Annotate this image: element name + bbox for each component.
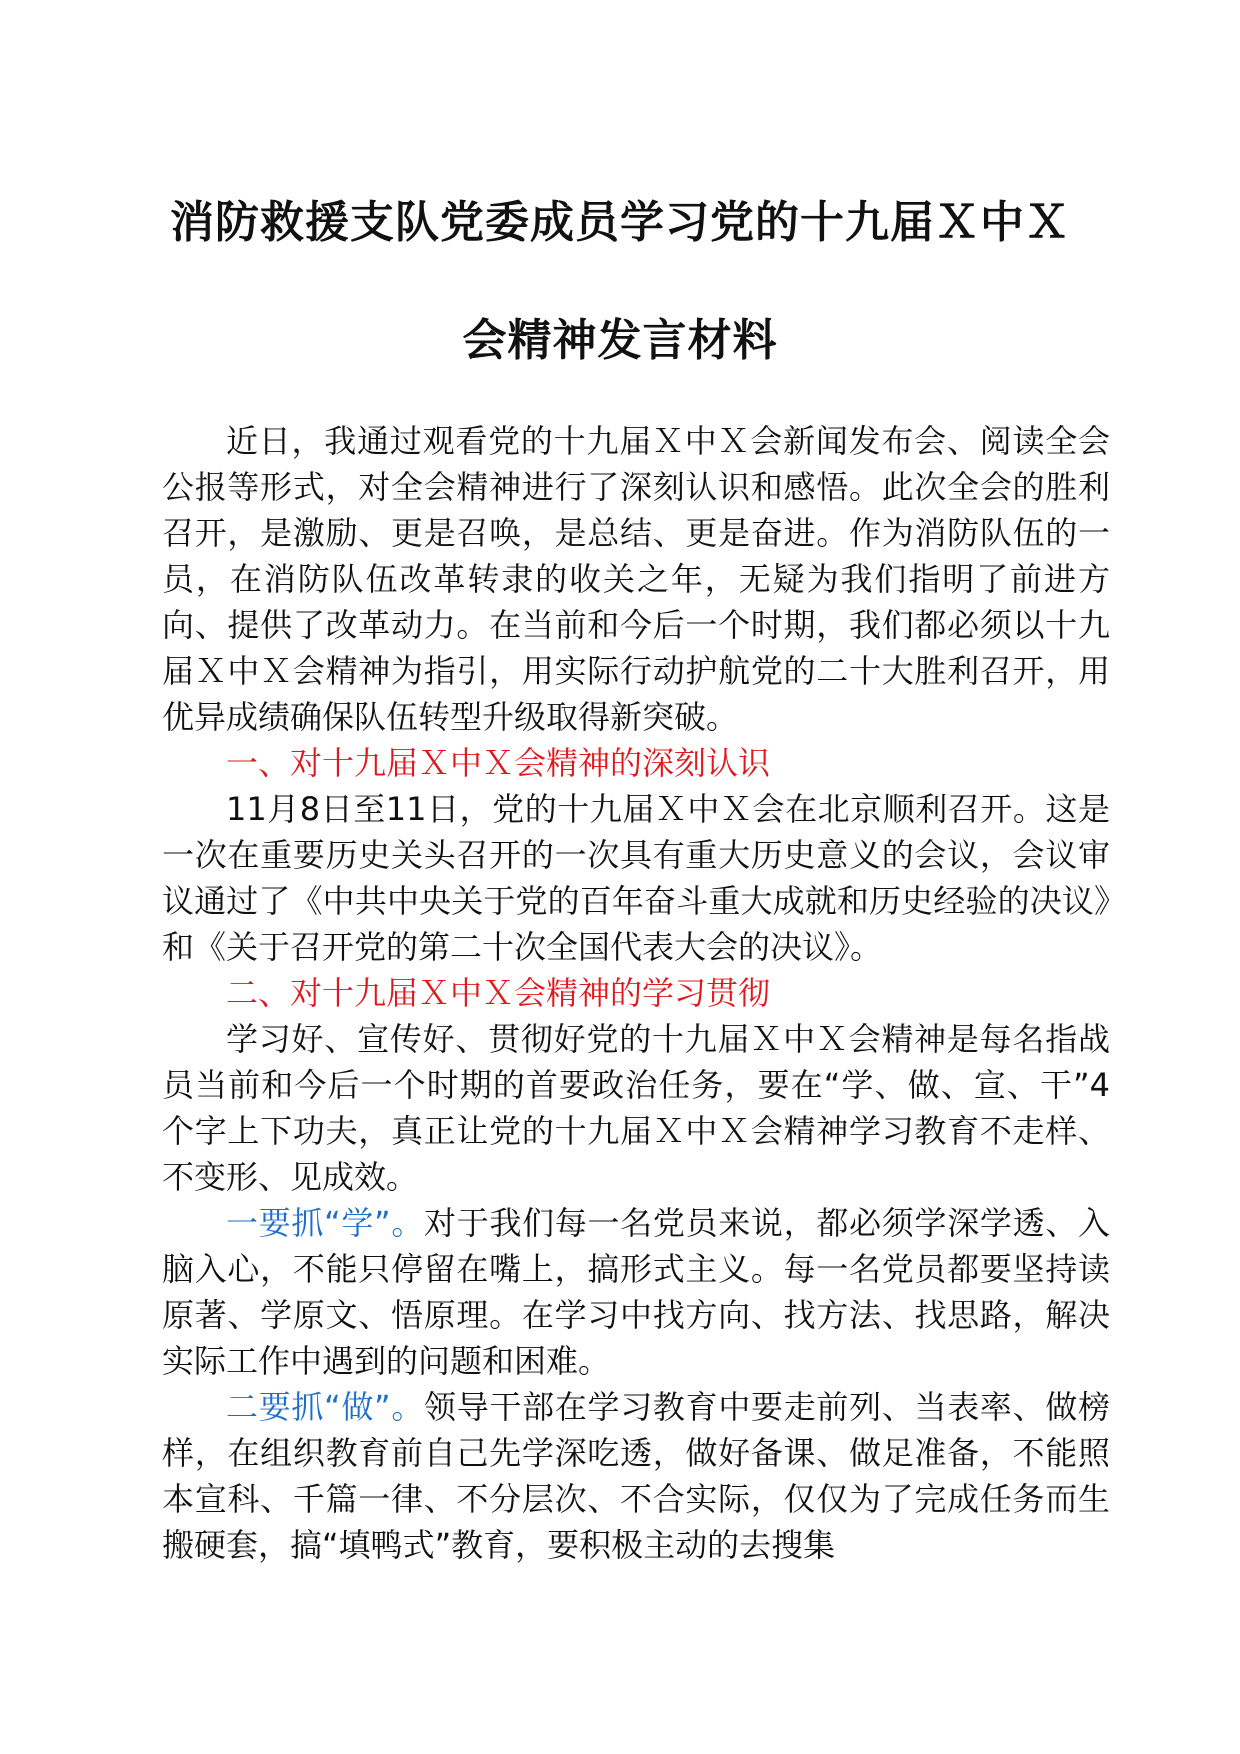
body-paragraph-study: 学习好、宣传好、贯彻好党的十九届Ｘ中Ｘ会精神是每名指战员当前和今后一个时期的首要政治任务，要在“学、做、宣、干”4个字上下功夫，真正让党的十九届Ｘ中Ｘ会精神学习教育不走样、不变形、见成效。 <box>162 1020 1110 1196</box>
do-lead-phrase: 二要抓“做”。 <box>226 1388 425 1426</box>
body-paragraph-meeting: 11月8日至11日，党的十九届Ｘ中Ｘ会在北京顺利召开。这是一次在重要历史关头召开的一次具有重大历史意义的会议，会议审议通过了《中共中央关于党的百年奋斗重大成就和历史经验的决议》和《关于召开党的第二十次全国代表大会的决议》。 <box>162 790 1110 966</box>
document-title-line1: 消防救援支队党委成员学习党的十九届Ｘ中Ｘ <box>170 197 1070 248</box>
document-body <box>162 418 1110 1568</box>
section-heading-1: 一、对十九届Ｘ中Ｘ会精神的深刻认识 <box>226 744 771 782</box>
learn-body-text: 对于我们每一名党员来说，都必须学深学透、入脑入心，不能只停留在嘴上，搞形式主义。每一名党员都要坚持读原著、学原文、悟原理。在学习中找方向、找方法、找思路，解决实际工作中遇到的问题和困难。 <box>162 1204 1110 1380</box>
learn-lead-phrase: 一要抓“学”。 <box>226 1204 425 1242</box>
body-paragraph-learn <box>162 1200 1110 1384</box>
do-body-text: 领导干部在学习教育中要走前列、当表率、做榜样，在组织教育前自己先学深吃透，做好备课、做足准备，不能照本宣科、千篇一律、不分层次、不合实际，仅仅为了完成任务而生搬硬套，搞“填鸭式”教育，要积极主动的去搜集 <box>162 1388 1110 1564</box>
document-title-line2: 会精神发言材料 <box>462 315 778 366</box>
body-paragraph-intro: 近日，我通过观看党的十九届Ｘ中Ｘ会新闻发布会、阅读全会公报等形式，对全会精神进行了深刻认识和感悟。此次全会的胜利召开，是激励、更是召唤，是总结、更是奋进。作为消防队伍的一员，在消防队伍改革转隶的收关之年，无疑为我们指明了前进方向、提供了改革动力。在当前和今后一个时期，我们都必须以十九届Ｘ中Ｘ会精神为指引，用实际行动护航党的二十大胜利召开，用优异成绩确保队伍转型升级取得新突破。 <box>162 422 1110 736</box>
section-heading-2: 二、对十九届Ｘ中Ｘ会精神的学习贯彻 <box>226 974 771 1012</box>
body-paragraph-do <box>162 1384 1110 1568</box>
